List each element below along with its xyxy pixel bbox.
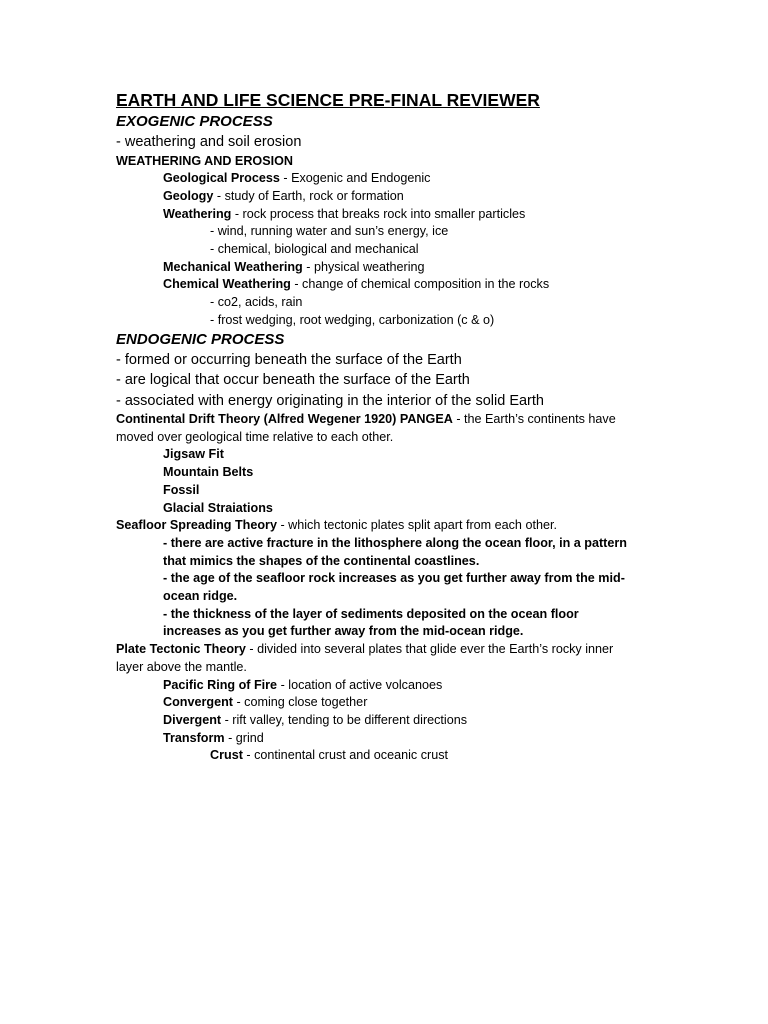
term: Convergent (163, 695, 233, 710)
definition-line (116, 677, 756, 695)
definition: - continental crust and oceanic crust (242, 748, 448, 763)
definition-line (116, 170, 756, 188)
definition: - rift valley, tending to be different directions (221, 712, 468, 727)
term: Divergent (163, 712, 222, 727)
sub-point: - frost wedging, root wedging, carbonization (c & o) (210, 312, 495, 327)
continental-drift-paragraph (116, 411, 636, 446)
definition: - coming close together (232, 695, 368, 710)
definition: - which tectonic plates split apart from each other. (276, 518, 557, 533)
seafloor-point: - the thickness of the layer of sediments deposited on the ocean floor increases as you get further away from the mid-ocean ridge. (163, 606, 579, 639)
exogenic-heading: EXOGENIC PROCESS (116, 113, 273, 130)
definition: - divided into several plates that glide ever the Earth’s rocky inner layer above the mantle. (116, 642, 614, 674)
exogenic-subtitle: - weathering and soil erosion (116, 134, 302, 150)
seafloor-point: - there are active fracture in the lithosphere along the ocean floor, in a pattern that mimics the shapes of the continental coastlines. (163, 535, 627, 568)
definition: - grind (224, 730, 264, 745)
weathering-erosion-heading: WEATHERING AND EROSION (116, 153, 294, 168)
definition: - Exogenic and Endogenic (279, 171, 431, 186)
term: Pacific Ring of Fire (163, 677, 278, 692)
term: Mechanical Weathering (163, 259, 303, 274)
term: Geological Process (163, 171, 280, 186)
definition: - study of Earth, rock or formation (213, 188, 404, 203)
definition-line (116, 188, 756, 206)
definition: - physical weathering (302, 259, 425, 274)
seafloor-point: - the age of the seafloor rock increases as you get further away from the mid-ocean ridge. (163, 571, 625, 604)
endogenic-heading: ENDOGENIC PROCESS (116, 330, 285, 348)
evidence-item: Mountain Belts (163, 465, 254, 480)
definition: - the Earth’s continents have moved over geological time relative to each other. (116, 412, 616, 444)
seafloor-spreading-line (116, 517, 756, 535)
sub-point: - co2, acids, rain (210, 295, 303, 310)
endogenic-line: - are logical that occur beneath the surface of the Earth (116, 372, 470, 389)
term: Chemical Weathering (163, 277, 291, 292)
definition: - rock process that breaks rock into smaller particles (231, 206, 526, 221)
term: Seafloor Spreading Theory (116, 518, 277, 533)
term: Geology (163, 188, 214, 203)
term: Transform (163, 730, 225, 745)
definition-line (116, 712, 756, 730)
endogenic-line: - formed or occurring beneath the surface of the Earth (116, 351, 462, 368)
plate-tectonic-paragraph (116, 641, 636, 676)
term: Continental Drift Theory (Alfred Wegener 1920) PANGEA (116, 412, 453, 427)
definition-line (116, 259, 756, 277)
evidence-item: Jigsaw Fit (163, 447, 224, 462)
definition-line (116, 206, 756, 224)
sub-point: - chemical, biological and mechanical (210, 242, 419, 257)
term: Plate Tectonic Theory (116, 642, 246, 657)
definition-line (116, 276, 756, 294)
definition-line (116, 730, 756, 748)
endogenic-line: - associated with energy originating in the interior of the solid Earth (116, 392, 544, 409)
reviewer-document (116, 88, 756, 765)
term: Crust (210, 748, 243, 763)
evidence-item: Glacial Straiations (163, 500, 273, 515)
document-title: EARTH AND LIFE SCIENCE PRE-FINAL REVIEWER (116, 90, 540, 110)
term: Weathering (163, 206, 232, 221)
sub-point: - wind, running water and sun’s energy, ice (210, 224, 449, 239)
definition: - change of chemical composition in the rocks (290, 277, 550, 292)
definition-line (116, 694, 756, 712)
evidence-item: Fossil (163, 482, 200, 497)
definition-line (116, 747, 756, 765)
definition: - location of active volcanoes (277, 677, 443, 692)
